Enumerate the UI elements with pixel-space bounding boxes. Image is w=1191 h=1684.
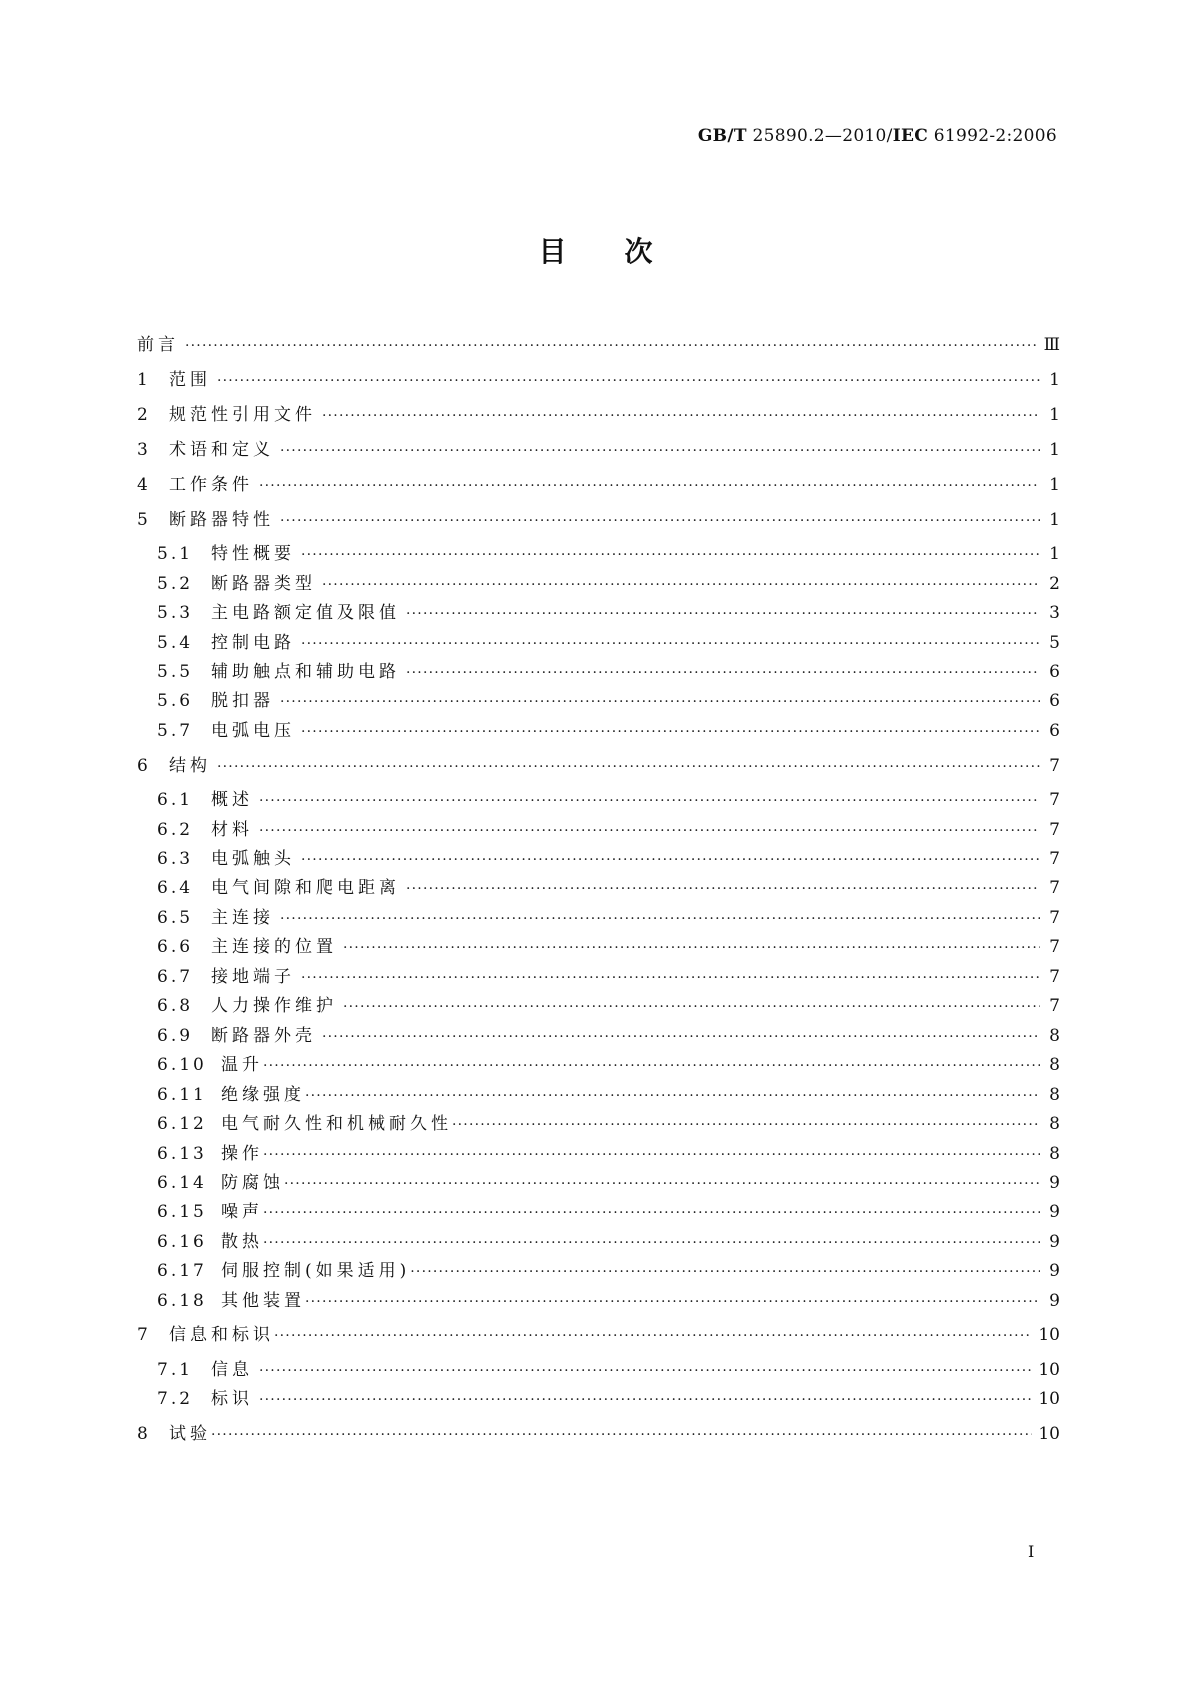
toc-entry-title: 信息和标识 bbox=[169, 1325, 274, 1345]
toc-entry-page: 6 bbox=[1049, 721, 1060, 741]
toc-leader-dots bbox=[259, 793, 1040, 809]
page-number: Ⅰ bbox=[1028, 1542, 1035, 1561]
toc-entry-page: 6 bbox=[1049, 662, 1060, 682]
toc-entry[interactable] bbox=[157, 844, 1060, 868]
toc-entry-page: 8 bbox=[1049, 1114, 1060, 1134]
toc-entry-page: 7 bbox=[1049, 908, 1060, 928]
toc-leader-dots bbox=[259, 823, 1040, 839]
toc-entry-number: 6.7 bbox=[157, 967, 194, 987]
toc-entry-title: 绝缘强度 bbox=[221, 1085, 305, 1105]
toc-leader-dots bbox=[406, 606, 1040, 622]
toc-entry-number: 5.3 bbox=[157, 603, 194, 623]
toc-entry-title: 主电路额定值及限值 bbox=[211, 603, 400, 623]
toc-entry-page: 7 bbox=[1049, 996, 1060, 1016]
toc-leader-dots bbox=[259, 1392, 1032, 1408]
toc-entry[interactable] bbox=[157, 1109, 1060, 1133]
toc-entry-title: 前言 bbox=[137, 335, 179, 355]
toc-entry-number: 6.14 bbox=[157, 1173, 207, 1193]
toc-entry-title: 断路器外壳 bbox=[211, 1026, 316, 1046]
toc-entry-page: 1 bbox=[1049, 510, 1060, 530]
toc-entry-page: Ⅲ bbox=[1043, 335, 1060, 355]
toc-entry-title: 人力操作维护 bbox=[211, 996, 337, 1016]
toc-entry-page: 8 bbox=[1049, 1085, 1060, 1105]
toc-leader-dots bbox=[259, 1363, 1032, 1379]
toc-entry[interactable] bbox=[157, 1384, 1060, 1408]
toc-entry-number: 2 bbox=[137, 405, 151, 425]
toc-entry-page: 1 bbox=[1049, 475, 1060, 495]
toc-entry-number: 6.4 bbox=[157, 878, 194, 898]
toc-entry-page: 7 bbox=[1049, 967, 1060, 987]
toc-entry-number: 6.11 bbox=[157, 1085, 207, 1105]
toc-entry-page: 7 bbox=[1049, 937, 1060, 957]
toc-entry-page: 7 bbox=[1049, 820, 1060, 840]
toc-entry-page: 7 bbox=[1049, 756, 1060, 776]
toc-entry-title: 操作 bbox=[221, 1144, 263, 1164]
code-number: 25890.2—2010/ bbox=[752, 126, 893, 146]
toc-entry-number: 6.8 bbox=[157, 996, 194, 1016]
toc-entry-page: 9 bbox=[1049, 1261, 1060, 1281]
toc-entry-number: 5.6 bbox=[157, 691, 194, 711]
toc-entry-page: 9 bbox=[1049, 1202, 1060, 1222]
toc-leader-dots bbox=[274, 1328, 1032, 1344]
toc-leader-dots bbox=[322, 577, 1040, 593]
toc-entry-number: 6.17 bbox=[157, 1261, 207, 1281]
toc-entry-number: 6.15 bbox=[157, 1202, 207, 1222]
toc-entry-number: 3 bbox=[137, 440, 151, 460]
toc-entry[interactable] bbox=[157, 1080, 1060, 1104]
toc-entry-page: 5 bbox=[1049, 633, 1060, 653]
toc-entry[interactable] bbox=[157, 1355, 1060, 1379]
toc-entry[interactable] bbox=[137, 435, 1060, 459]
toc-entry-title: 特性概要 bbox=[211, 544, 295, 564]
toc-entry-title: 脱扣器 bbox=[211, 691, 274, 711]
toc-entry-page: 7 bbox=[1049, 849, 1060, 869]
toc-entry[interactable] bbox=[157, 686, 1060, 710]
toc-entry-number: 5.2 bbox=[157, 574, 194, 594]
toc-entry-number: 6.3 bbox=[157, 849, 194, 869]
toc-entry[interactable] bbox=[137, 751, 1060, 775]
toc-entry[interactable] bbox=[157, 1050, 1060, 1074]
toc-entry[interactable] bbox=[157, 1256, 1060, 1280]
toc-entry-title: 材料 bbox=[211, 820, 253, 840]
toc-entry-title: 术语和定义 bbox=[169, 440, 274, 460]
code-iec: IEC bbox=[892, 126, 929, 146]
toc-leader-dots bbox=[305, 1088, 1040, 1104]
toc-leader-dots bbox=[263, 1205, 1040, 1221]
toc-entry-title: 温升 bbox=[221, 1055, 263, 1075]
standard-code bbox=[698, 126, 1057, 146]
toc-entry-page: 6 bbox=[1049, 691, 1060, 711]
toc-entry-title: 噪声 bbox=[221, 1202, 263, 1222]
toc-leader-dots bbox=[211, 1427, 1032, 1443]
toc-entry[interactable] bbox=[157, 873, 1060, 897]
toc-leader-dots bbox=[280, 911, 1040, 927]
toc-leader-dots bbox=[322, 1029, 1040, 1045]
toc-entry-title: 其他装置 bbox=[221, 1291, 305, 1311]
toc-entry-title: 断路器特性 bbox=[169, 510, 274, 530]
toc-leader-dots bbox=[406, 881, 1040, 897]
toc-leader-dots bbox=[343, 940, 1040, 956]
toc-entry-title: 主连接 bbox=[211, 908, 274, 928]
toc-leader-dots bbox=[280, 694, 1040, 710]
toc-entry[interactable] bbox=[137, 505, 1060, 529]
toc-leader-dots bbox=[284, 1176, 1040, 1192]
toc-entry-number: 7 bbox=[137, 1325, 151, 1345]
toc-entry-title: 散热 bbox=[221, 1232, 263, 1252]
toc-entry-number: 5.5 bbox=[157, 662, 194, 682]
toc-entry-page: 9 bbox=[1049, 1232, 1060, 1252]
toc-entry[interactable] bbox=[157, 1139, 1060, 1163]
toc-entry-page: 1 bbox=[1049, 440, 1060, 460]
toc-entry-number: 6.6 bbox=[157, 937, 194, 957]
toc-entry-page: 9 bbox=[1049, 1291, 1060, 1311]
toc-entry-number: 6.13 bbox=[157, 1144, 207, 1164]
toc-entry-title: 信息 bbox=[211, 1360, 253, 1380]
toc-entry[interactable] bbox=[137, 400, 1060, 424]
toc-entry-number: 6.18 bbox=[157, 1291, 207, 1311]
toc-entry-title: 电弧电压 bbox=[211, 721, 295, 741]
toc-entry-number: 7.1 bbox=[157, 1360, 194, 1380]
toc-entry[interactable] bbox=[157, 991, 1060, 1015]
toc-entry-number: 5.1 bbox=[157, 544, 194, 564]
toc-leader-dots bbox=[217, 373, 1040, 389]
toc-leader-dots bbox=[301, 636, 1040, 652]
toc-entry-title: 电气间隙和爬电距离 bbox=[211, 878, 400, 898]
toc-entry[interactable] bbox=[157, 932, 1060, 956]
toc-leader-dots bbox=[406, 665, 1040, 681]
toc-leader-dots bbox=[301, 970, 1040, 986]
toc-entry-page: 3 bbox=[1049, 603, 1060, 623]
toc-entry[interactable] bbox=[157, 1197, 1060, 1221]
toc-entry[interactable] bbox=[137, 1419, 1060, 1443]
toc-leader-dots bbox=[263, 1147, 1040, 1163]
toc-leader-dots bbox=[322, 408, 1040, 424]
toc-entry[interactable] bbox=[157, 1021, 1060, 1045]
toc-leader-dots bbox=[263, 1235, 1040, 1251]
toc-entry-title: 接地端子 bbox=[211, 967, 295, 987]
toc-entry[interactable] bbox=[157, 569, 1060, 593]
toc-leader-dots bbox=[185, 338, 1038, 354]
toc-entry-number: 6 bbox=[137, 756, 151, 776]
toc-entry-number: 6.5 bbox=[157, 908, 194, 928]
toc-entry-page: 8 bbox=[1049, 1144, 1060, 1164]
toc-entry-title: 范围 bbox=[169, 370, 211, 390]
toc-entry-title: 防腐蚀 bbox=[221, 1173, 284, 1193]
toc-entry-number: 6.16 bbox=[157, 1232, 207, 1252]
toc-leader-dots bbox=[280, 513, 1040, 529]
toc-entry[interactable] bbox=[137, 1320, 1060, 1344]
toc-entry[interactable] bbox=[137, 330, 1060, 354]
toc-entry[interactable] bbox=[137, 365, 1060, 389]
toc-entry-title: 工作条件 bbox=[169, 475, 253, 495]
toc-entry-number: 4 bbox=[137, 475, 151, 495]
toc-entry[interactable] bbox=[157, 1168, 1060, 1192]
toc-entry-title: 电弧触头 bbox=[211, 849, 295, 869]
toc-entry-page: 7 bbox=[1049, 790, 1060, 810]
toc-leader-dots bbox=[217, 759, 1040, 775]
code-prefix: GB/T bbox=[697, 126, 747, 146]
toc-entry-title: 控制电路 bbox=[211, 633, 295, 653]
toc-entry-title: 标识 bbox=[211, 1389, 253, 1409]
toc-entry[interactable] bbox=[157, 598, 1060, 622]
toc-entry-page: 8 bbox=[1049, 1055, 1060, 1075]
toc-entry-page: 10 bbox=[1038, 1325, 1060, 1345]
toc-entry[interactable] bbox=[157, 628, 1060, 652]
toc-entry[interactable] bbox=[157, 1286, 1060, 1310]
toc-entry[interactable] bbox=[157, 1227, 1060, 1251]
toc-leader-dots bbox=[280, 443, 1040, 459]
toc-entry-number: 8 bbox=[137, 1424, 151, 1444]
toc-entry-page: 2 bbox=[1049, 574, 1060, 594]
code-suffix: 61992-2:2006 bbox=[933, 126, 1057, 146]
page-title: 目次 bbox=[538, 235, 711, 268]
toc-entry-title: 主连接的位置 bbox=[211, 937, 337, 957]
toc-leader-dots bbox=[301, 724, 1040, 740]
toc-entry-title: 辅助触点和辅助电路 bbox=[211, 662, 400, 682]
toc-leader-dots bbox=[305, 1294, 1040, 1310]
toc-leader-dots bbox=[263, 1058, 1040, 1074]
toc-entry-page: 8 bbox=[1049, 1026, 1060, 1046]
toc-entry-number: 6.2 bbox=[157, 820, 194, 840]
toc-entry-title: 断路器类型 bbox=[211, 574, 316, 594]
toc-entry-page: 9 bbox=[1049, 1173, 1060, 1193]
toc-entry-title: 概述 bbox=[211, 790, 253, 810]
toc-entry-number: 5.4 bbox=[157, 633, 194, 653]
toc-entry-title: 电气耐久性和机械耐久性 bbox=[221, 1114, 452, 1134]
toc-entry[interactable] bbox=[157, 539, 1060, 563]
toc-entry-title: 伺服控制(如果适用) bbox=[221, 1261, 411, 1281]
toc-leader-dots bbox=[301, 852, 1040, 868]
toc-entry-number: 6.10 bbox=[157, 1055, 207, 1075]
toc-entry-page: 10 bbox=[1038, 1424, 1060, 1444]
toc-entry-number: 6.12 bbox=[157, 1114, 207, 1134]
toc-entry-number: 6.1 bbox=[157, 790, 194, 810]
toc-entry-title: 规范性引用文件 bbox=[169, 405, 316, 425]
toc-entry[interactable] bbox=[157, 962, 1060, 986]
toc-entry-number: 5.7 bbox=[157, 721, 194, 741]
toc-entry-page: 1 bbox=[1049, 370, 1060, 390]
toc-entry-number: 7.2 bbox=[157, 1389, 194, 1409]
toc-entry-page: 1 bbox=[1049, 405, 1060, 425]
toc-entry-number: 6.9 bbox=[157, 1026, 194, 1046]
toc-leader-dots bbox=[410, 1264, 1040, 1280]
toc-entry[interactable] bbox=[157, 903, 1060, 927]
toc-leader-dots bbox=[452, 1117, 1040, 1133]
toc-entry-page: 10 bbox=[1038, 1389, 1060, 1409]
toc-entry-number: 5 bbox=[137, 510, 151, 530]
toc-entry-title: 结构 bbox=[169, 756, 211, 776]
toc-entry[interactable] bbox=[137, 470, 1060, 494]
toc-leader-dots bbox=[343, 999, 1040, 1015]
toc-entry-page: 7 bbox=[1049, 878, 1060, 898]
toc-entry-page: 1 bbox=[1049, 544, 1060, 564]
toc-entry[interactable] bbox=[157, 815, 1060, 839]
toc-entry[interactable] bbox=[157, 657, 1060, 681]
toc-entry-page: 10 bbox=[1038, 1360, 1060, 1380]
toc-entry[interactable] bbox=[157, 785, 1060, 809]
toc-entry[interactable] bbox=[157, 716, 1060, 740]
toc-leader-dots bbox=[259, 478, 1040, 494]
toc-entry-title: 试验 bbox=[169, 1424, 211, 1444]
toc-leader-dots bbox=[301, 547, 1040, 563]
toc-entry-number: 1 bbox=[137, 370, 151, 390]
